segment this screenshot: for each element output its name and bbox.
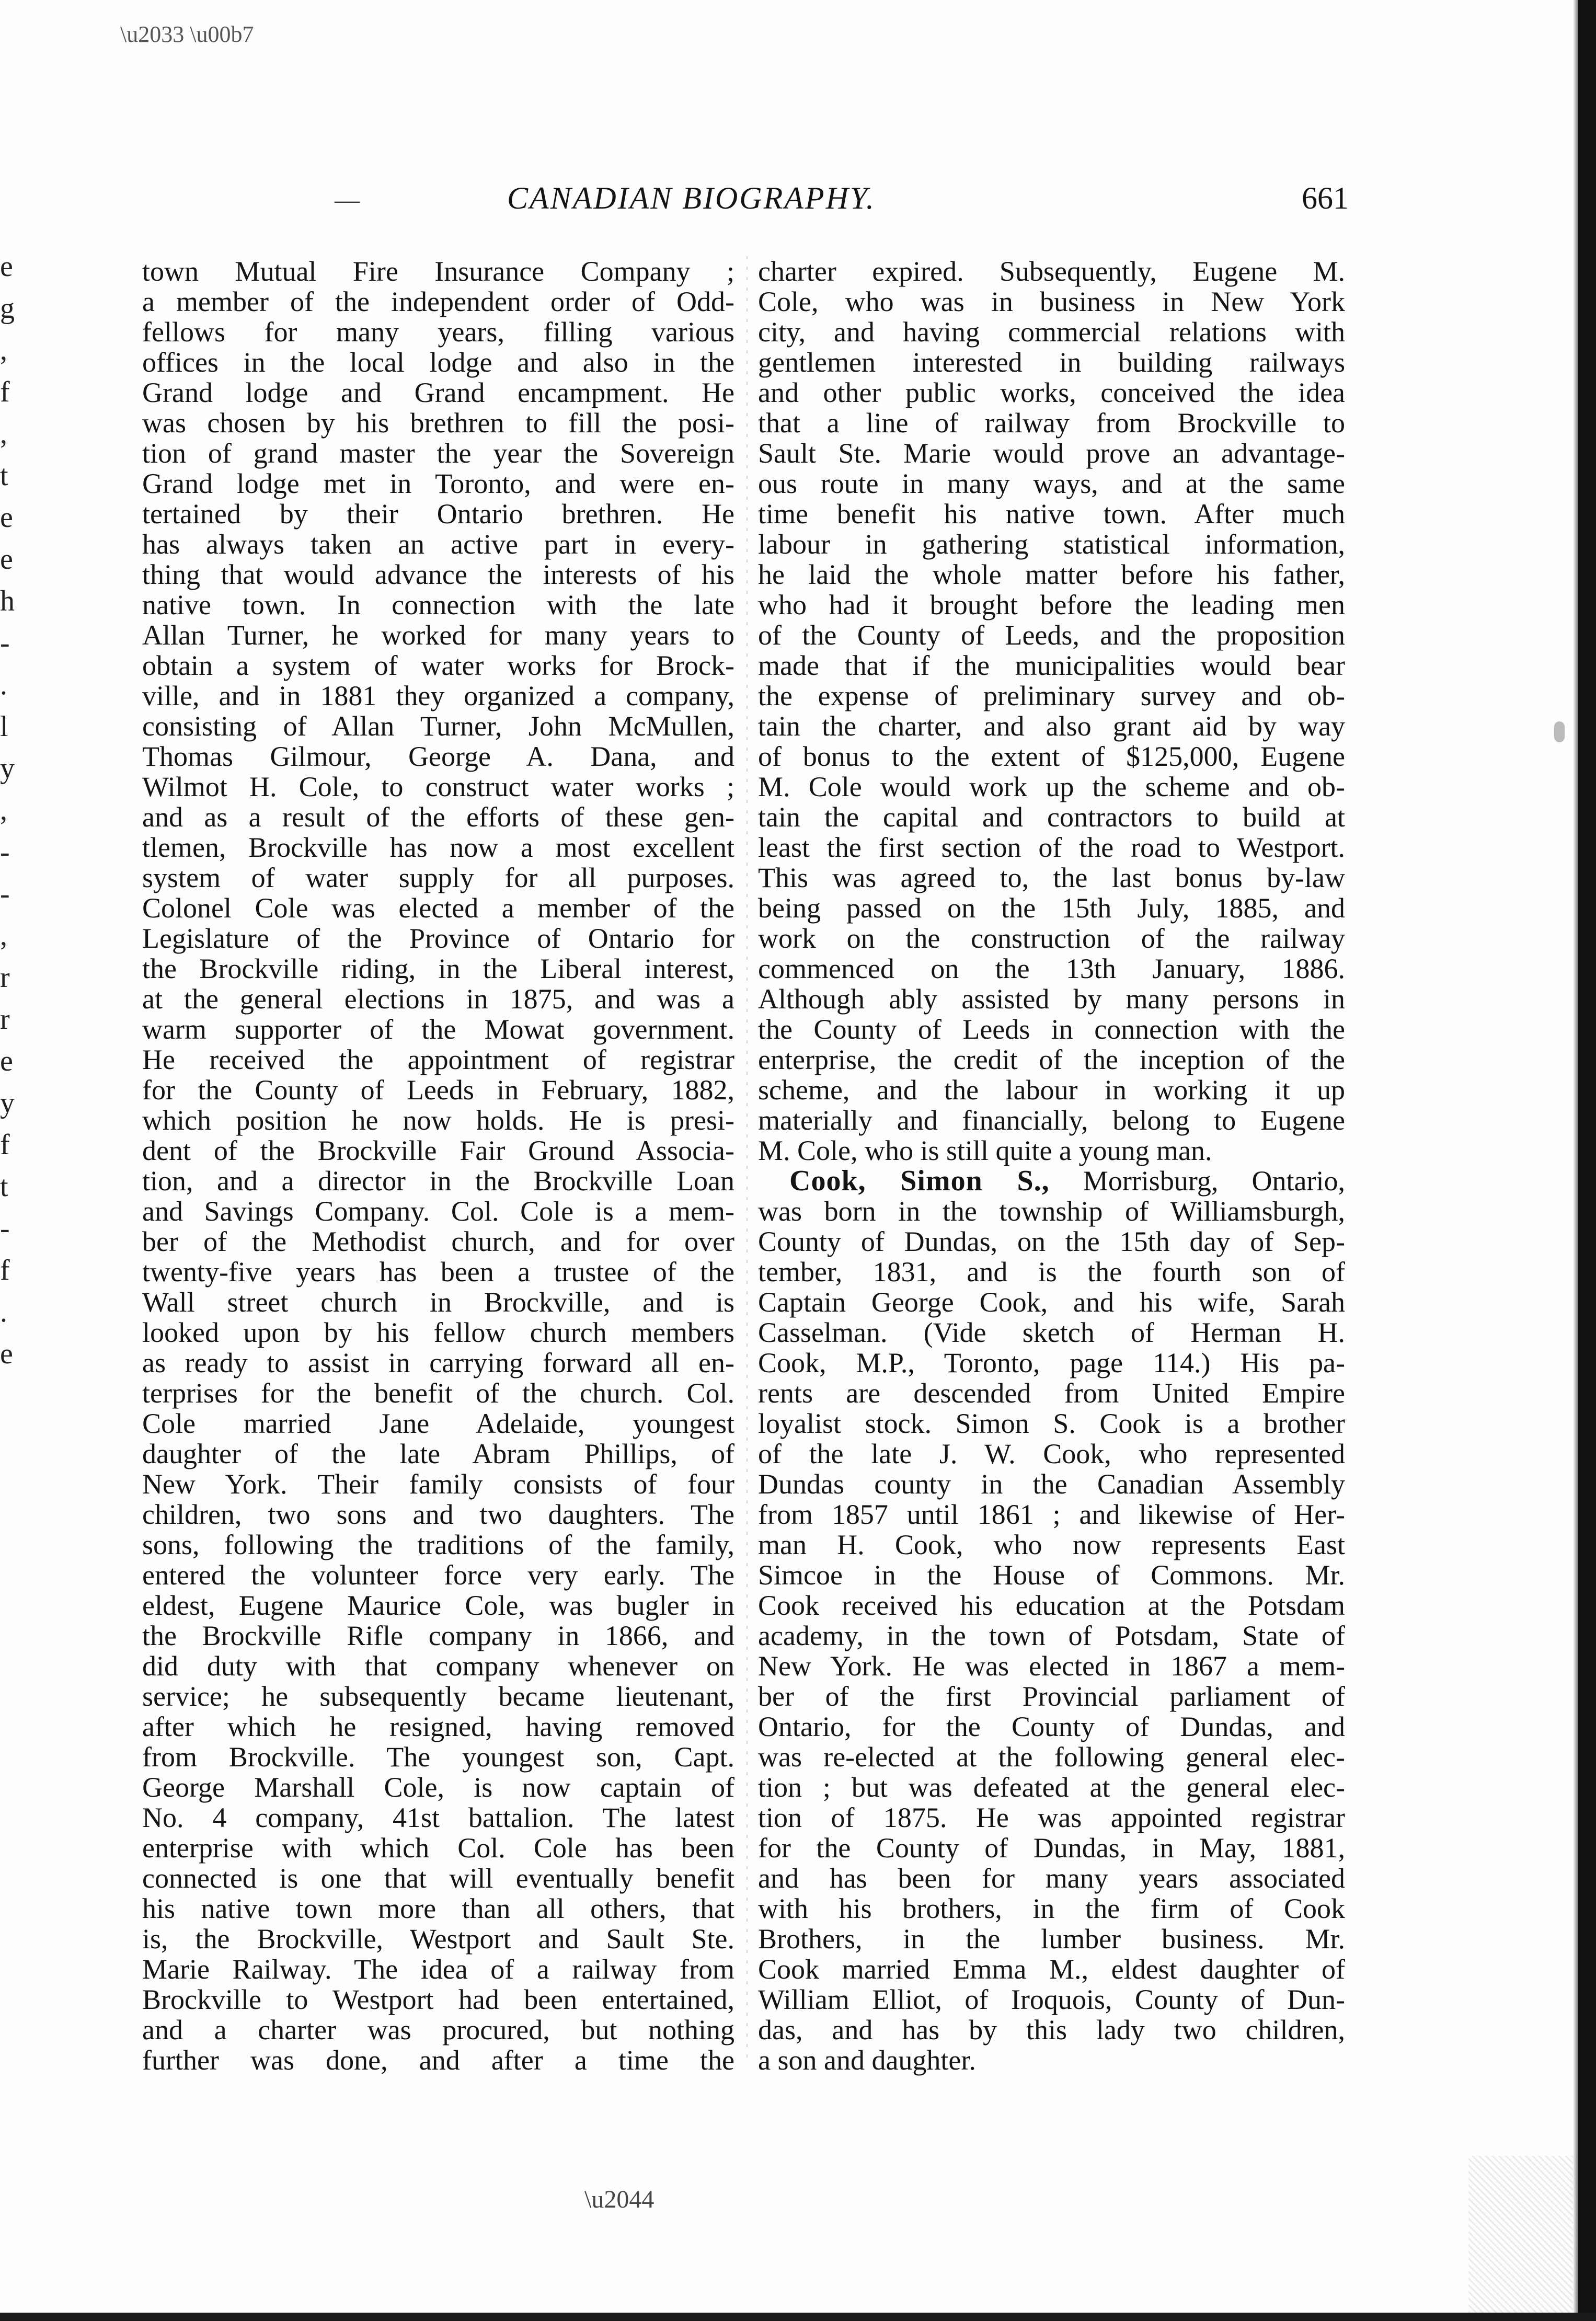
- entry-first-line-rest: Morrisburg, Ontario,: [1049, 1165, 1345, 1197]
- margin-fragment: ,: [0, 334, 7, 366]
- text-line: who had it brought before the leading men: [758, 589, 1345, 621]
- text-line: enterprise with which Col. Cole has been: [142, 1832, 734, 1864]
- text-line: as ready to assist in carrying forward all en-: [142, 1347, 734, 1378]
- text-line: did duty with that company whenever on: [142, 1650, 734, 1682]
- margin-fragment: h: [0, 585, 15, 617]
- text-line: daughter of the late Abram Phillips, of: [142, 1438, 734, 1469]
- text-line: New York. He was elected in 1867 a mem-: [758, 1650, 1345, 1682]
- text-line: enterprise, the credit of the inception of the: [758, 1044, 1345, 1075]
- text-line: ville, and in 1881 they organized a company,: [142, 680, 734, 711]
- text-line: loyalist stock. Simon S. Cook is a brother: [758, 1408, 1345, 1439]
- text-line: from Brockville. The youngest son, Capt.: [142, 1741, 734, 1773]
- text-line: tember, 1831, and is the fourth son of: [758, 1256, 1345, 1288]
- header-dash: —: [335, 186, 360, 214]
- text-line: entered the volunteer force very early. The: [142, 1559, 734, 1591]
- text-line: commenced on the 13th January, 1886.: [758, 953, 1345, 984]
- text-line: tion, and a director in the Brockville Loan: [142, 1165, 734, 1197]
- text-line: of bonus to the extent of $125,000, Eugene: [758, 741, 1345, 772]
- text-line: man H. Cook, who now represents East: [758, 1529, 1345, 1560]
- page-edge-right: [1578, 0, 1596, 2321]
- text-line: rents are descended from United Empire: [758, 1377, 1345, 1409]
- text-line: from 1857 until 1861 ; and likewise of Her-: [758, 1499, 1345, 1530]
- text-line: after which he resigned, having removed: [142, 1711, 734, 1742]
- text-line: offices in the local lodge and also in the: [142, 347, 734, 378]
- text-line: Grand lodge met in Toronto, and were en-: [142, 468, 734, 499]
- text-line: the Brockville Rifle company in 1866, and: [142, 1620, 734, 1651]
- text-line: Allan Turner, he worked for many years to: [142, 619, 734, 651]
- text-line: for the County of Dundas, in May, 1881,: [758, 1832, 1345, 1864]
- text-line: a son and daughter.: [758, 2044, 976, 2076]
- margin-fragment: y: [0, 752, 15, 785]
- text-line: County of Dundas, on the 15th day of Sep-: [758, 1226, 1345, 1257]
- text-line: was chosen by his brethren to fill the posi-: [142, 407, 734, 439]
- margin-fragment: f: [0, 1129, 10, 1161]
- margin-smudge: [1554, 721, 1565, 742]
- margin-fragment: f: [0, 376, 10, 408]
- page-edge-bottom: [0, 2313, 1596, 2321]
- text-line: obtain a system of water works for Brock-: [142, 650, 734, 681]
- margin-fragment: e: [0, 501, 13, 534]
- text-line: further was done, and after a time the: [142, 2044, 734, 2076]
- margin-fragment: e: [0, 543, 13, 576]
- text-line: with his brothers, in the firm of Cook: [758, 1893, 1345, 1924]
- stray-ink-mark: \u2044: [584, 2186, 655, 2213]
- text-line: No. 4 company, 41st battalion. The latest: [142, 1802, 734, 1833]
- text-line: This was agreed to, the last bonus by-law: [758, 862, 1345, 893]
- text-line: tertained by their Ontario brethren. He: [142, 498, 734, 530]
- text-line: consisting of Allan Turner, John McMullen,: [142, 710, 734, 742]
- text-line: sons, following the traditions of the family,: [142, 1529, 734, 1560]
- margin-fragment: -: [0, 878, 10, 910]
- text-line: of the County of Leeds, and the proposition: [758, 619, 1345, 651]
- margin-fragment: ,: [0, 418, 7, 450]
- text-line: least the first section of the road to Westport.: [758, 832, 1345, 863]
- text-line: of the late J. W. Cook, who represented: [758, 1438, 1345, 1469]
- text-line: tain the capital and contractors to build at: [758, 801, 1345, 833]
- text-line: Colonel Cole was elected a member of the: [142, 892, 734, 924]
- text-line: dent of the Brockville Fair Ground Associa-: [142, 1135, 734, 1166]
- margin-fragment: g: [0, 292, 15, 325]
- text-line: time benefit his native town. After much: [758, 498, 1345, 530]
- text-line: tlemen, Brockville has now a most excellent: [142, 832, 734, 863]
- running-header: [335, 180, 1364, 222]
- corner-scan-mark: \u2033 \u00b7: [120, 21, 254, 47]
- margin-fragment: f: [0, 1254, 10, 1286]
- text-line: Legislature of the Province of Ontario for: [142, 923, 734, 954]
- entry-heading-line: [758, 1166, 1345, 1196]
- text-line: tion of 1875. He was appointed registrar: [758, 1802, 1345, 1833]
- text-line: Ontario, for the County of Dundas, and: [758, 1711, 1345, 1742]
- text-line: his native town more than all others, that: [142, 1893, 734, 1924]
- text-line: ber of the first Provincial parliament of: [758, 1681, 1345, 1712]
- text-line: New York. Their family consists of four: [142, 1468, 734, 1500]
- running-title: CANADIAN BIOGRAPHY.: [507, 181, 876, 215]
- text-line: Cook received his education at the Potsdam: [758, 1590, 1345, 1621]
- text-line: the expense of preliminary survey and ob-: [758, 680, 1345, 711]
- text-line: das, and has by this lady two children,: [758, 2014, 1345, 2046]
- text-line: the County of Leeds in connection with the: [758, 1014, 1345, 1045]
- text-line: city, and having commercial relations with: [758, 316, 1345, 348]
- text-line: he laid the whole matter before his father,: [758, 559, 1345, 590]
- text-line: Dundas county in the Canadian Assembly: [758, 1468, 1345, 1500]
- text-line: gentlemen interested in building railways: [758, 347, 1345, 378]
- margin-fragment: y: [0, 1087, 15, 1119]
- text-line: Thomas Gilmour, George A. Dana, and: [142, 741, 734, 772]
- text-line: Marie Railway. The idea of a railway from: [142, 1954, 734, 1985]
- text-line: eldest, Eugene Maurice Cole, was bugler in: [142, 1590, 734, 1621]
- text-line: looked upon by his fellow church members: [142, 1317, 734, 1348]
- margin-fragment: e: [0, 1045, 13, 1077]
- text-line: He received the appointment of registrar: [142, 1044, 734, 1075]
- margin-fragment: ,: [0, 794, 7, 826]
- text-line: tion ; but was defeated at the general elec-: [758, 1772, 1345, 1803]
- text-line: and a charter was procured, but nothing: [142, 2014, 734, 2046]
- text-line: was born in the township of Williamsburgh,: [758, 1196, 1345, 1227]
- margin-fragment: -: [0, 627, 10, 659]
- text-line: a member of the independent order of Odd-: [142, 286, 734, 317]
- margin-fragment: -: [0, 1212, 10, 1245]
- text-line: Although ably assisted by many persons in: [758, 983, 1345, 1015]
- text-line: has always taken an active part in every-: [142, 528, 734, 560]
- entry-name: Cook, Simon S.,: [789, 1165, 1050, 1197]
- text-line: at the general elections in 1875, and was a: [142, 983, 734, 1015]
- text-line: and has been for many years associated: [758, 1863, 1345, 1894]
- text-line: Wilmot H. Cole, to construct water works ;: [142, 771, 734, 802]
- text-line: Wall street church in Brockville, and is: [142, 1286, 734, 1318]
- text-line: town Mutual Fire Insurance Company ;: [142, 256, 734, 287]
- text-line: charter expired. Subsequently, Eugene M.: [758, 256, 1345, 287]
- text-line: was re-elected at the following general elec-: [758, 1741, 1345, 1773]
- text-line: Cole, who was in business in New York: [758, 286, 1345, 317]
- text-line: terprises for the benefit of the church. Col.: [142, 1377, 734, 1409]
- text-line: for the County of Leeds in February, 1882,: [142, 1074, 734, 1106]
- text-line: tion of grand master the year the Sovereign: [142, 438, 734, 469]
- text-line: Brothers, in the lumber business. Mr.: [758, 1923, 1345, 1955]
- page-edge-shadow: [1573, 0, 1578, 2321]
- margin-fragment: t: [0, 459, 8, 492]
- text-line: Captain George Cook, and his wife, Sarah: [758, 1286, 1345, 1318]
- text-line: Brockville to Westport had been entertained,: [142, 1984, 734, 2015]
- text-line: system of water supply for all purposes.: [142, 862, 734, 893]
- text-line: William Elliot, of Iroquois, County of Dun-: [758, 1984, 1345, 2015]
- text-line: Cole married Jane Adelaide, youngest: [142, 1408, 734, 1439]
- margin-fragment: -: [0, 836, 10, 868]
- text-line: warm supporter of the Mowat government.: [142, 1014, 734, 1045]
- text-line: made that if the municipalities would bear: [758, 650, 1345, 681]
- text-line: and Savings Company. Col. Cole is a mem-: [142, 1196, 734, 1227]
- margin-fragment: .: [0, 669, 7, 701]
- column-divider: [747, 256, 748, 2060]
- text-line: Grand lodge and Grand encampment. He: [142, 377, 734, 408]
- scan-noise: [1468, 2156, 1573, 2313]
- text-line: and as a result of the efforts of these gen-: [142, 801, 734, 833]
- text-line: native town. In connection with the late: [142, 589, 734, 621]
- left-column: [142, 256, 734, 2075]
- margin-fragment: .: [0, 1296, 7, 1328]
- text-line: and other public works, conceived the idea: [758, 377, 1345, 408]
- text-line: which position he now holds. He is presi-: [142, 1105, 734, 1136]
- text-line: labour in gathering statistical information,: [758, 528, 1345, 560]
- page-number: 661: [1302, 181, 1349, 215]
- text-line: scheme, and the labour in working it up: [758, 1074, 1345, 1106]
- margin-fragment: r: [0, 961, 10, 994]
- text-line: tain the charter, and also grant aid by way: [758, 710, 1345, 742]
- text-line: the Brockville riding, in the Liberal interest,: [142, 953, 734, 984]
- text-line: M. Cole would work up the scheme and ob-: [758, 771, 1345, 802]
- text-line: George Marshall Cole, is now captain of: [142, 1772, 734, 1803]
- text-line: M. Cole, who is still quite a young man.: [758, 1135, 1212, 1166]
- text-line: Cook married Emma M., eldest daughter of: [758, 1954, 1345, 1985]
- margin-fragment: t: [0, 1170, 8, 1203]
- left-margin-fragments: [0, 246, 16, 1370]
- text-line: work on the construction of the railway: [758, 923, 1345, 954]
- text-line: thing that would advance the interests of his: [142, 559, 734, 590]
- text-line: Cook, M.P., Toronto, page 114.) His pa-: [758, 1347, 1345, 1378]
- text-line: ous route in many ways, and at the same: [758, 468, 1345, 499]
- text-line: being passed on the 15th July, 1885, and: [758, 892, 1345, 924]
- text-line: Casselman. (Vide sketch of Herman H.: [758, 1317, 1345, 1348]
- text-line: Sault Ste. Marie would prove an advantage-: [758, 438, 1345, 469]
- margin-fragment: ,: [0, 920, 7, 952]
- margin-fragment: l: [0, 710, 8, 743]
- margin-fragment: e: [0, 250, 13, 283]
- text-line: Simcoe in the House of Commons. Mr.: [758, 1559, 1345, 1591]
- text-line: academy, in the town of Potsdam, State of: [758, 1620, 1345, 1651]
- text-line: that a line of railway from Brockville to: [758, 407, 1345, 439]
- margin-fragment: e: [0, 1338, 13, 1370]
- text-line: materially and financially, belong to Eugene: [758, 1105, 1345, 1136]
- text-line: ber of the Methodist church, and for over: [142, 1226, 734, 1257]
- text-line: connected is one that will eventually benefit: [142, 1863, 734, 1894]
- text-line: fellows for many years, filling various: [142, 316, 734, 348]
- right-column: [758, 256, 1345, 2075]
- text-line: service; he subsequently became lieutenant,: [142, 1681, 734, 1712]
- text-line: twenty-five years has been a trustee of the: [142, 1256, 734, 1288]
- text-line: children, two sons and two daughters. The: [142, 1499, 734, 1530]
- text-line: is, the Brockville, Westport and Sault Ste.: [142, 1923, 734, 1955]
- margin-fragment: r: [0, 1003, 10, 1036]
